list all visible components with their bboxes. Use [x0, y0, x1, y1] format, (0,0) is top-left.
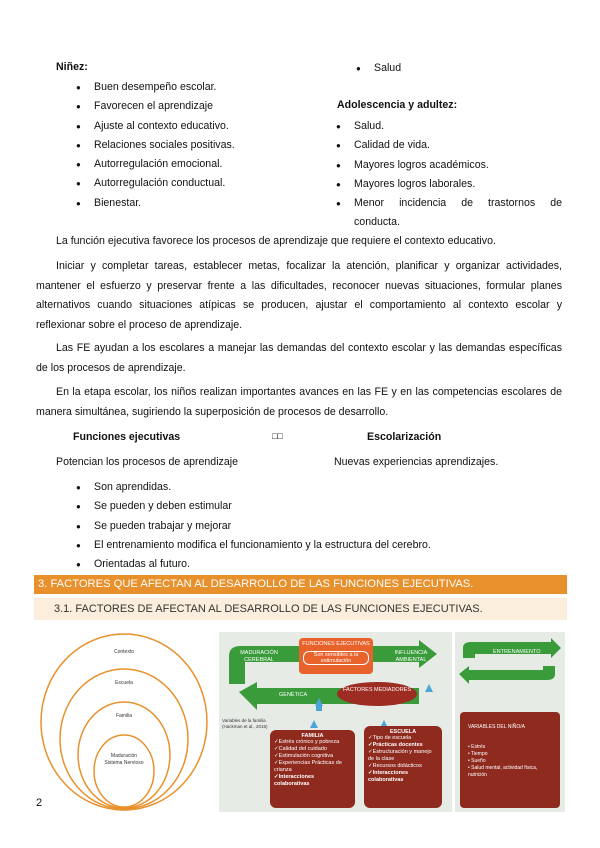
escuela-item: ✓Recursos didácticos [368, 763, 422, 769]
familia-item: ✓Interacciones colaborativas [274, 774, 315, 787]
section-3-heading: 3. FACTORES QUE AFECTAN AL DESARROLLO DE LAS FUNCIONES EJECUTIVAS. [34, 575, 567, 594]
double-arrow-icon: □□ [272, 431, 283, 441]
paragraph: Iniciar y completar tareas, establecer metas, focalizar la atención, planificar y organizar actividades, mantener el esfuerzo y preservar frente a las dificultades, reconocer nuevas situaciones, formular planes alternativos cuando situaciones atípicas se producen, ajustar el comportamiento al contexto escolar y reflexionar sobre el proceso de aprendizaje. [36, 260, 562, 331]
influencia-box: INFLUENCIA AMBIENTAL [394, 650, 428, 663]
factores-oval [337, 682, 417, 706]
variables-item: • Salud mental, actividad física, nutrición [468, 765, 538, 778]
list-item [336, 194, 562, 233]
compare-left-text: Potencian los procesos de aprendizaje [56, 456, 238, 468]
right-green-arrow [463, 638, 561, 658]
maduracion-box: MADURACIÓN CEREBRAL [240, 650, 278, 663]
compare-right-text: Nuevas experiencias aprendizajes. [334, 456, 499, 468]
list-item: ● Buen desempeño escolar. [76, 78, 235, 97]
down-arrow-stem [316, 706, 322, 711]
fe-list [76, 478, 431, 574]
down-arrow-icon [310, 720, 318, 728]
page-number: 2 [36, 797, 43, 809]
list-item: ● Mayores logros académicos. [336, 156, 562, 175]
circle-label-familia: Familia [115, 713, 133, 719]
context-circle [41, 634, 207, 810]
escuela-item: ✓Prácticas docentes [368, 742, 423, 748]
salud-list [356, 59, 401, 78]
variables-title: VARIABLES DEL NIÑO/A [468, 724, 525, 730]
familia-item: ✓Calidad del cuidado [274, 746, 327, 752]
ninez-title: Niñez: [56, 61, 88, 73]
list-item: ● Ajuste al contexto educativo. [76, 117, 235, 136]
circle-label-contexto: Contexto [113, 649, 134, 655]
circle-label-maduracion: Maduración [110, 753, 138, 759]
circles-svg [38, 632, 210, 812]
familia-title: FAMILIA [301, 733, 324, 739]
section-3-1-heading: 3.1. FACTORES DE AFECTAN AL DESARROLLO DE LAS FUNCIONES EJECUTIVAS. [34, 598, 567, 620]
entrenamiento-panel [455, 632, 565, 812]
genetica-label: GENÉTICA [279, 692, 308, 698]
list-item: ● El entrenamiento modifica el funcionamiento y la estructura del cerebro. [76, 536, 431, 555]
familia-item: ✓Experiencias Prácticas de crianza [274, 760, 342, 773]
fe-box-sub: Son sensibles a la estimulación [303, 651, 369, 665]
list-item: ● Salud. [336, 117, 562, 136]
paragraph: En la etapa escolar, los niños realizan importantes avances en las FE y en las competencias escolares de manera simultánea, sugiriendo la superposición de procesos de desarrollo. [36, 386, 562, 418]
nervous-system-circle [94, 735, 154, 807]
escuela-box [364, 726, 442, 808]
factores-label: FACTORES MEDIADORES [342, 687, 412, 693]
paragraph: La función ejecutiva favorece los procesos de aprendizaje que requiere el contexto educativo. [56, 235, 496, 247]
escuela-item: ✓Estructuración y manejo de la clase [368, 749, 432, 762]
circle-label-escuela: Escuela [115, 680, 133, 686]
variables-item: • Tiempo [468, 751, 488, 757]
list-item-line: ● Menor incidencia de trastornos de [354, 197, 562, 210]
down-arrow-icon [425, 684, 433, 692]
list-item: ● Se pueden trabajar y mejorar [76, 517, 431, 536]
list-item: ● Se pueden y deben estimular [76, 497, 431, 516]
escuela-item: ✓Interacciones colaborativas [368, 770, 409, 783]
list-item-line: conducta. [354, 216, 400, 229]
paragraph: Las FE ayudan a los escolares a manejar las demandas del contexto escolar y las demandas específicas de los procesos de aprendizaje. [36, 342, 562, 374]
circle-label-sistema: Sistema Nervioso [104, 760, 144, 766]
escuela-item: ✓Tipo de escuela [368, 735, 412, 741]
list-item: ● Relaciones sociales positivas. [76, 136, 235, 155]
fe-box [299, 638, 373, 674]
list-item: ● Autorregulación conductual. [76, 174, 235, 193]
compare-left-title: Funciones ejecutivas [73, 431, 181, 443]
familia-item: ✓Estimulación cognitiva [274, 753, 334, 759]
list-item: ● Bienestar. [76, 194, 235, 213]
list-item: ● Mayores logros laborales. [336, 175, 562, 194]
adolescencia-title: Adolescencia y adultez: [337, 99, 458, 111]
list-item: ● Autorregulación emocional. [76, 155, 235, 174]
list-item: ● Son aprendidas. [76, 478, 431, 497]
familia-box [270, 730, 355, 808]
fe-box-title: FUNCIONES EJECUTIVAS [302, 641, 370, 647]
list-item: ● Calidad de vida. [336, 136, 562, 155]
entrenamiento-arrow-svg [455, 636, 565, 686]
entrenamiento-label: ENTRENAMIENTO [493, 649, 541, 655]
list-item: ● Favorecen el aprendizaje [76, 97, 235, 116]
ninez-list [76, 78, 235, 213]
factors-diagram [219, 632, 452, 812]
variables-item: • Sueño [468, 758, 486, 764]
list-item: ● Salud [356, 59, 401, 78]
list-item: ● Orientadas al futuro. [76, 555, 431, 574]
adolescencia-list [336, 117, 562, 233]
familia-item: ✓Estrés crónico y pobreza [274, 739, 340, 745]
left-green-arrow [459, 666, 555, 684]
school-circle [60, 669, 188, 809]
variables-box [460, 712, 560, 808]
compare-right-title: Escolarización [367, 431, 442, 443]
concentric-circles-figure [38, 632, 210, 812]
escuela-title: ESCUELA [389, 729, 417, 735]
side-note: Variables de la familia (Hackman et al., 2015) [222, 718, 268, 729]
variables-item: • Estrés [468, 744, 486, 750]
